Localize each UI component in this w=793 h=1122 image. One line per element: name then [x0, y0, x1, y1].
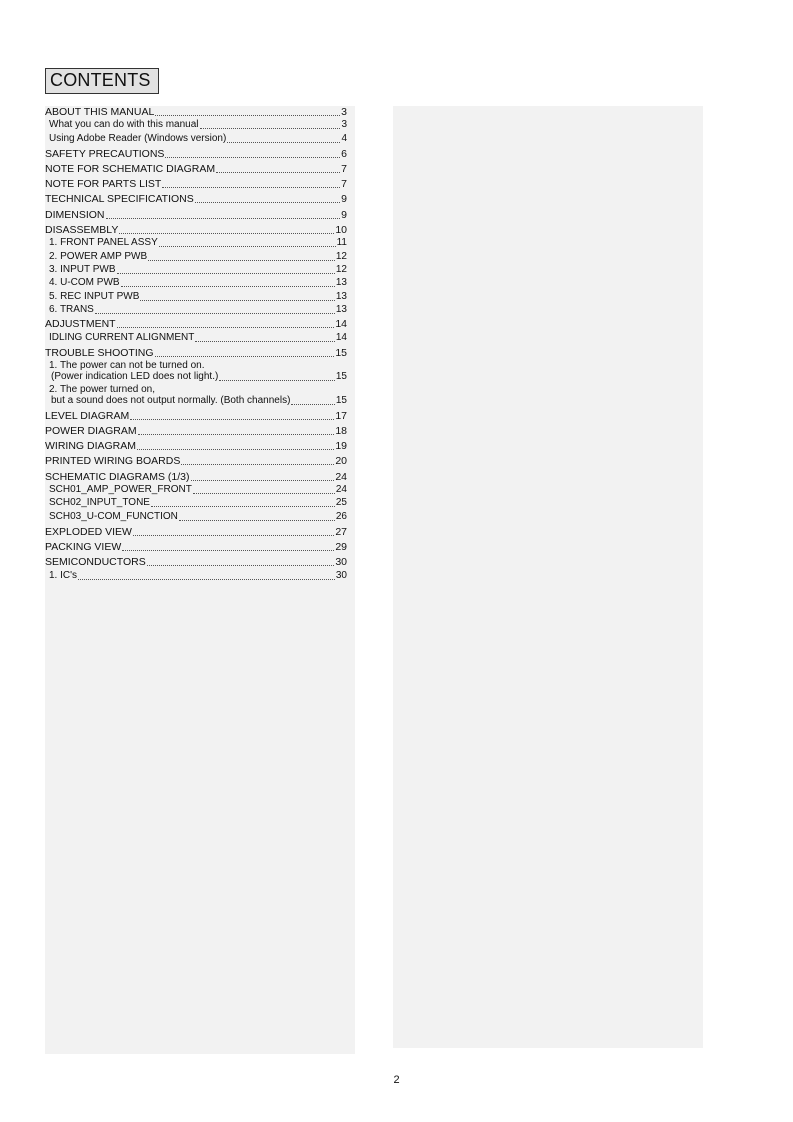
toc-entry[interactable]: PACKING VIEW 29: [45, 541, 347, 553]
toc-entry[interactable]: EXPLODED VIEW 27: [45, 526, 347, 538]
page-title: CONTENTS: [45, 68, 159, 94]
toc-subentry[interactable]: 3. INPUT PWB 12: [49, 264, 347, 275]
toc-entry[interactable]: SAFETY PRECAUTIONS 6: [45, 148, 347, 160]
toc-entry[interactable]: NOTE FOR PARTS LIST 7: [45, 178, 347, 190]
toc-entry[interactable]: WIRING DIAGRAM 19: [45, 440, 347, 452]
toc-subentry[interactable]: Using Adobe Reader (Windows version) 4: [49, 133, 347, 144]
toc-subentry[interactable]: SCH01_AMP_POWER_FRONT 24: [49, 484, 347, 495]
toc-entry[interactable]: NOTE FOR SCHEMATIC DIAGRAM 7: [45, 163, 347, 175]
toc-entry[interactable]: DIMENSION 9: [45, 209, 347, 221]
toc-subentry[interactable]: 1. IC's 30: [49, 570, 347, 581]
toc-subentry[interactable]: 5. REC INPUT PWB 13: [49, 291, 347, 302]
toc-subentry[interactable]: SCH03_U-COM_FUNCTION 26: [49, 511, 347, 522]
toc-entry[interactable]: DISASSEMBLY 10: [45, 224, 347, 236]
right-column-panel: [393, 106, 703, 1048]
toc-entry[interactable]: PRINTED WIRING BOARDS 20: [45, 455, 347, 467]
toc-subentry[interactable]: IDLING CURRENT ALIGNMENT 14: [49, 332, 347, 343]
toc-subentry[interactable]: SCH02_INPUT_TONE 25: [49, 497, 347, 508]
toc-entry[interactable]: ADJUSTMENT 14: [45, 318, 347, 330]
toc-subentry[interactable]: 6. TRANS 13: [49, 304, 347, 315]
toc-entry[interactable]: TECHNICAL SPECIFICATIONS 9: [45, 193, 347, 205]
toc-subentry[interactable]: What you can do with this manual 3: [49, 119, 347, 130]
toc-subentry[interactable]: 2. POWER AMP PWB 12: [49, 251, 347, 262]
toc-entry[interactable]: LEVEL DIAGRAM 17: [45, 410, 347, 422]
toc-entry[interactable]: ABOUT THIS MANUAL 3: [45, 106, 347, 118]
toc-subentry-multiline[interactable]: 1. The power can not be turned on. (Power indication LED does not light.) 15: [49, 360, 347, 382]
toc-subentry-multiline[interactable]: 2. The power turned on, but a sound does not output normally. (Both channels) 15: [49, 384, 347, 406]
toc-entry[interactable]: SEMICONDUCTORS 30: [45, 556, 347, 568]
toc-subentry[interactable]: 4. U-COM PWB 13: [49, 277, 347, 288]
toc-entry[interactable]: TROUBLE SHOOTING 15: [45, 347, 347, 359]
toc-entry[interactable]: SCHEMATIC DIAGRAMS (1/3) 24: [45, 471, 347, 483]
toc-subentry[interactable]: 1. FRONT PANEL ASSY 11: [49, 237, 347, 248]
page-number: 2: [393, 1074, 400, 1086]
toc-entry[interactable]: POWER DIAGRAM 18: [45, 425, 347, 437]
